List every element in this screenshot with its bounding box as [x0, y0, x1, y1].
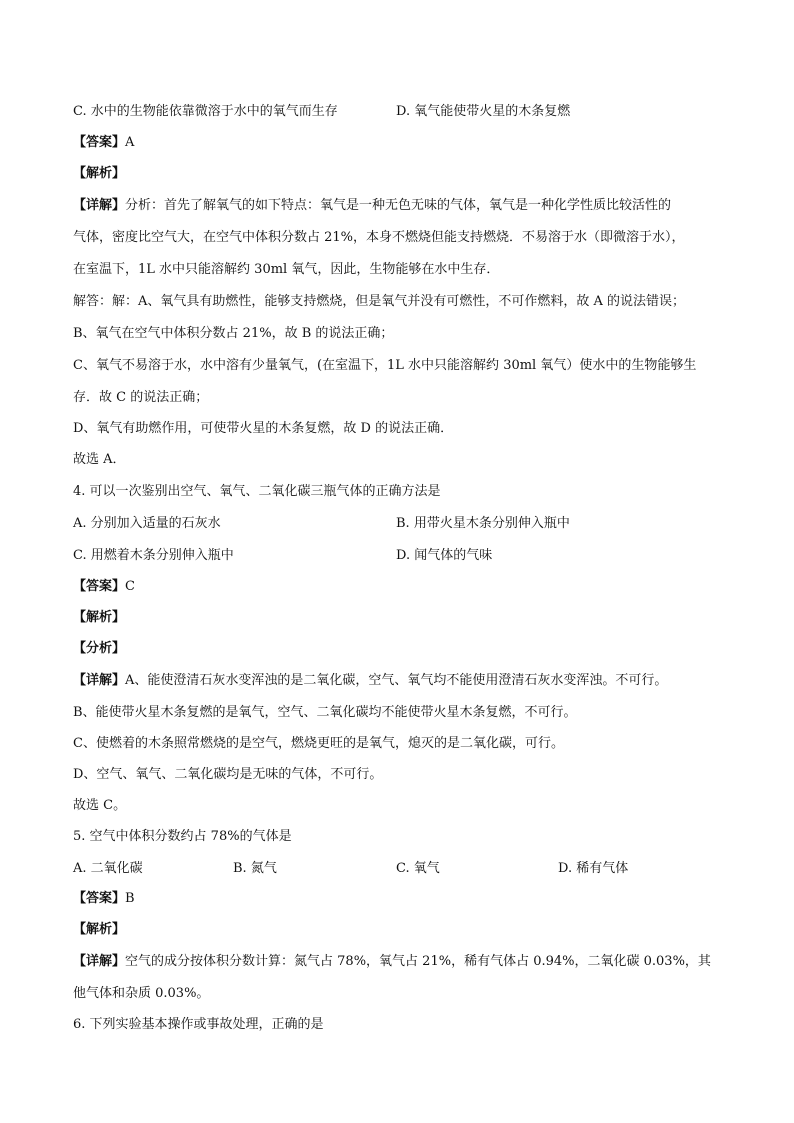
q5-detail-line	[73, 954, 711, 970]
answer-value: C	[125, 579, 135, 594]
q3-detail-line: B、氧气在空气中体积分数占 21%，故 B 的说法正确；	[73, 326, 394, 341]
q3-analysis-tag: 【解析】	[73, 166, 126, 181]
q4-option-d: D. 闻气体的气味	[396, 548, 493, 563]
q5-stem: 5. 空气中体积分数约占 78%的气体是	[73, 829, 292, 844]
q4-detail-line: C、使燃着的木条照常燃烧的是空气，燃烧更旺的是氧气，熄灭的是二氧化碳，可行。	[73, 736, 564, 751]
q3-option-c: C. 水中的生物能依靠微溶于水中的氧气而生存	[73, 104, 338, 119]
detail-text: A、能使澄清石灰水变浑浊的是二氧化碳，空气、氧气均不能使用澄清石灰水变浑浊。不可行。	[125, 673, 668, 688]
q4-conclusion: 故选 C。	[73, 798, 127, 813]
q4-fenxi-tag: 【分析】	[73, 641, 126, 656]
q3-detail-line: 解答：解：A、氧气具有助燃性，能够支持燃烧，但是氧气并没有可燃性，不可作燃料，故 A 的说法错误；	[73, 294, 686, 309]
q3-detail-line: 在室温下，1L 水中只能溶解约 30ml 氧气，因此，生物能够在水中生存．	[73, 262, 500, 277]
q3-option-d: D. 氧气能使带火星的木条复燃	[396, 104, 571, 119]
answer-tag: 【答案】	[73, 135, 126, 150]
q3-answer-line	[73, 135, 134, 151]
answer-value: B	[125, 891, 135, 906]
detail-text: 空气的成分按体积分数计算：氮气占 78%，氧气占 21%，稀有气体占 0.94%，二氧化碳 0.03%，其	[125, 954, 711, 969]
q3-detail-line: 存．故 C 的说法正确；	[73, 390, 209, 405]
q5-option-d: D. 稀有气体	[558, 861, 629, 876]
detail-tag: 【详解】	[73, 198, 126, 213]
answer-tag: 【答案】	[73, 891, 126, 906]
answer-tag: 【答案】	[73, 579, 126, 594]
q5-detail-line: 他气体和杂质 0.03%。	[73, 986, 210, 1001]
q3-detail-line: 气体，密度比空气大，在空气中体积分数占 21%，本身不燃烧但能支持燃烧．不易溶于水（即微溶于水），	[73, 230, 685, 245]
q4-detail-line	[73, 673, 667, 689]
q3-conclusion: 故选 A．	[73, 452, 126, 467]
q4-detail-line: D、空气、氧气、二氧化碳均是无味的气体，不可行。	[73, 767, 383, 782]
q5-option-a: A. 二氧化碳	[73, 861, 143, 876]
q3-detail-line: D、氧气有助燃作用，可使带火星的木条复燃，故 D 的说法正确．	[73, 421, 454, 436]
detail-tag: 【详解】	[73, 673, 126, 688]
q5-analysis-tag: 【解析】	[73, 922, 126, 937]
q3-detail-line: C、氧气不易溶于水，水中溶有少量氧气，(在室温下，1L 水中只能溶解约 30ml 氧气）使水中的生物能够生	[73, 358, 697, 373]
q4-answer-line	[73, 579, 135, 595]
detail-text: 分析：首先了解氧气的如下特点：氧气是一种无色无味的气体，氧气是一种化学性质比较活性的	[125, 198, 672, 213]
q4-option-b: B. 用带火星木条分别伸入瓶中	[396, 516, 570, 531]
q5-option-c: C. 氧气	[396, 861, 440, 876]
answer-value: A	[125, 135, 135, 150]
q4-stem: 4. 可以一次鉴别出空气、氧气、二氧化碳三瓶气体的正确方法是	[73, 484, 441, 499]
q4-detail-line: B、能使带火星木条复燃的是氧气，空气、二氧化碳均不能使带火星木条复燃，不可行。	[73, 705, 577, 720]
detail-tag: 【详解】	[73, 954, 126, 969]
q6-stem: 6. 下列实验基本操作或事故处理，正确的是	[73, 1017, 324, 1032]
q4-option-c: C. 用燃着木条分别伸入瓶中	[73, 548, 234, 563]
q3-detail-line	[73, 198, 671, 214]
q5-answer-line	[73, 891, 135, 907]
q4-analysis-tag: 【解析】	[73, 610, 126, 625]
q5-option-b: B. 氮气	[233, 861, 277, 876]
q4-option-a: A. 分别加入适量的石灰水	[73, 516, 221, 531]
